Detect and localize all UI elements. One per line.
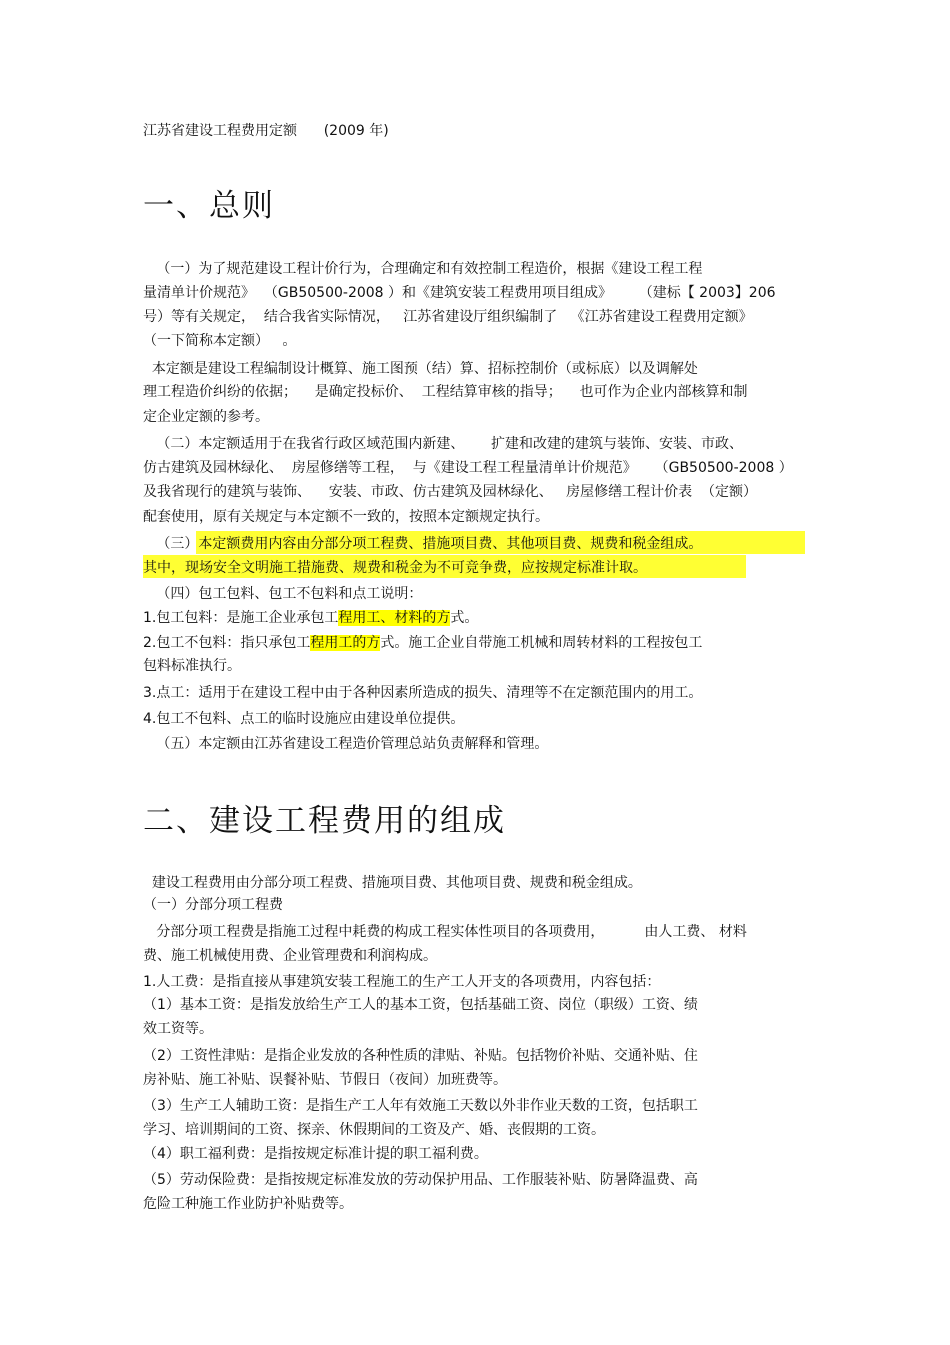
- highlighted-text: 程用工的方: [310, 635, 381, 651]
- paragraph-line: 危险工种施工作业防护补贴费等。: [143, 1196, 353, 1212]
- paragraph-line: （一下简称本定额） 。: [143, 333, 297, 349]
- paragraph-line: （4）职工福利费：是指按规定标准计提的职工福利费。: [143, 1146, 488, 1162]
- document-title: 江苏省建设工程费用定额 (2009 年): [143, 123, 389, 139]
- text-run: 2.包工不包料：指只承包工: [143, 635, 311, 651]
- paragraph-line: 本定额是建设工程编制设计概算、施工图预（结）算、招标控制价（或标底）以及调解处: [143, 361, 698, 377]
- paragraph-line-item4-1: [143, 609, 478, 627]
- text-run: 式。: [450, 610, 479, 626]
- paragraph-line: 效工资等。: [143, 1021, 213, 1037]
- paragraph-line: 理工程造价纠纷的依据； 是确定投标价、 工程结算审核的指导； 也可作为企业内部核算和制: [143, 384, 748, 400]
- paragraph-line: （四）包工包料、包工不包料和点工说明：: [143, 586, 423, 602]
- paragraph-line: 仿古建筑及园林绿化、 房屋修缮等工程， 与《建设工程工程量清单计价规范》 （GB50500-2008 ）: [143, 460, 793, 476]
- text-run: 1.包工包料：是施工企业承包工: [143, 610, 339, 626]
- paragraph-line: 房补贴、施工补贴、误餐补贴、节假日（夜间）加班费等。: [143, 1072, 507, 1088]
- paragraph-line: 1.人工费：是指直接从事建筑安装工程施工的生产工人开支的各项费用，内容包括：: [143, 974, 661, 990]
- paragraph-line: （二）本定额适用于在我省行政区域范围内新建、 扩建和改建的建筑与装饰、安装、市政、: [143, 436, 744, 452]
- paragraph-line: 学习、培训期间的工资、探亲、休假期间的工资及产、婚、丧假期的工资。: [143, 1122, 605, 1138]
- paragraph-line: （2）工资性津贴：是指企业发放的各种性质的津贴、补贴。包括物价补贴、交通补贴、住: [143, 1048, 698, 1064]
- paragraph-line: 4.包工不包料、点工的临时设施应由建设单位提供。: [143, 711, 465, 727]
- paragraph-line: （一）分部分项工程费: [143, 897, 283, 913]
- text-run: 式。施工企业自带施工机械和周转材料的工程按包工: [380, 635, 703, 651]
- paragraph-line: 分部分项工程费是指施工过程中耗费的构成工程实体性项目的各项费用， 由人工费、 材料: [143, 924, 747, 940]
- paragraph-line: 费、施工机械使用费、企业管理费和利润构成。: [143, 948, 437, 964]
- paragraph-line: 号）等有关规定， 结合我省实际情况， 江苏省建设厅组织编制了 《江苏省建设工程费用定额》: [143, 309, 753, 325]
- paragraph-line-item3-cont: 其中，现场安全文明施工措施费、规费和税金为不可竞争费，应按规定标准计取。: [143, 560, 647, 576]
- paragraph-line: （3）生产工人辅助工资：是指生产工人年有效施工天数以外非作业天数的工资，包括职工: [143, 1098, 698, 1114]
- paragraph-line: （5）劳动保险费：是指按规定标准发放的劳动保护用品、工作服装补贴、防暑降温费、高: [143, 1172, 698, 1188]
- paragraph-line: （一）为了规范建设工程计价行为，合理确定和有效控制工程造价，根据《建设工程工程: [143, 261, 703, 277]
- paragraph-line: 包料标准执行。: [143, 658, 241, 674]
- paragraph-line-item4-2: [143, 634, 702, 652]
- item3-prefix: （三）: [143, 536, 199, 552]
- paragraph-line: 3.点工：适用于在建设工程中由于各种因素所造成的损失、清理等不在定额范围内的用工。: [143, 685, 703, 701]
- paragraph-line-item3: [143, 535, 702, 553]
- paragraph-line: 定企业定额的参考。: [143, 409, 269, 425]
- paragraph-line: 量清单计价规范》 （GB50500-2008 ）和《建筑安装工程费用项目组成》 （建标【 2003】206: [143, 285, 776, 301]
- item3-highlight: 本定额费用内容由分部分项工程费、措施项目费、其他项目费、规费和税金组成。: [198, 536, 703, 552]
- paragraph-line: （1）基本工资：是指发放给生产工人的基本工资，包括基础工资、岗位（职级）工资、绩: [143, 997, 698, 1013]
- highlighted-text: 程用工、材料的方: [338, 610, 451, 626]
- paragraph-line: （五）本定额由江苏省建设工程造价管理总站负责解释和管理。: [143, 736, 549, 752]
- paragraph-line: 建设工程费用由分部分项工程费、措施项目费、其他项目费、规费和税金组成。: [143, 875, 642, 891]
- paragraph-line: 配套使用，原有关规定与本定额不一致的，按照本定额规定执行。: [143, 509, 549, 525]
- section-heading-composition: 二、建设工程费用的组成: [143, 803, 506, 839]
- paragraph-line: 及我省现行的建筑与装饰、 安装、市政、仿古建筑及园林绿化、 房屋修缮工程计价表 （定额）: [143, 484, 758, 500]
- section-heading-general: 一、总则: [143, 188, 275, 224]
